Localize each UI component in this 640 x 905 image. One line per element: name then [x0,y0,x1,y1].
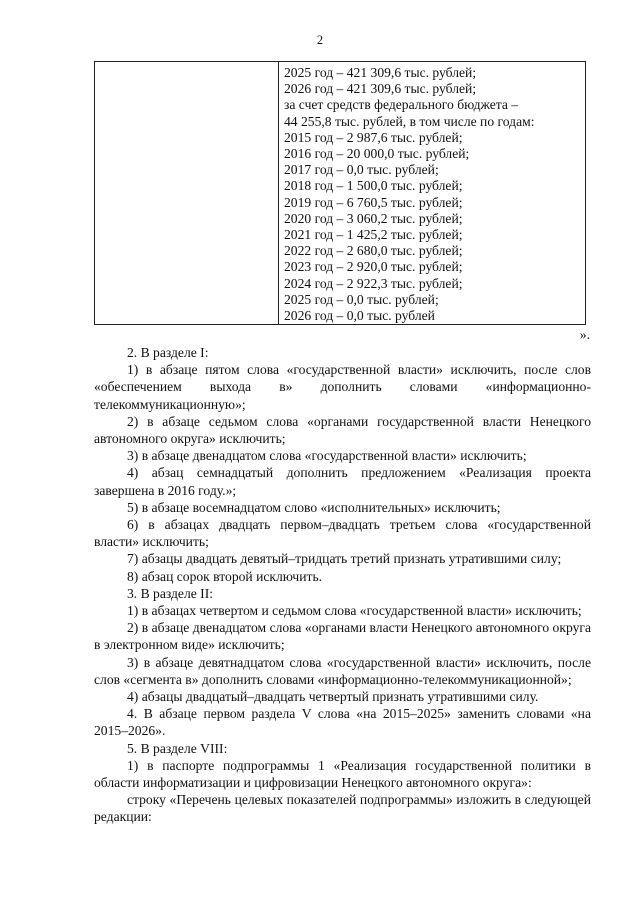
paragraph: 3) в абзаце двенадцатом слова «государственной власти» исключить; [127,448,527,464]
table-line: 2026 год – 0,0 тыс. рублей [284,308,435,324]
table-line: 2025 год – 0,0 тыс. рублей; [284,291,439,307]
paragraph: 2) в абзаце седьмом слова «органами государственной власти Ненецкого автономного округа» исключить; [94,413,591,447]
table-line: 2024 год – 2 922,3 тыс. рублей; [284,275,463,291]
paragraph: 8) абзац сорок второй исключить. [127,568,323,584]
table-line: 2026 год – 421 309,6 тыс. рублей; [284,81,477,97]
table-line: 2020 год – 3 060,2 тыс. рублей; [284,210,463,226]
page-number: 2 [316,33,324,47]
paragraph: 4) абзац семнадцатый дополнить предложением «Реализация проекта завершена в 2016 году.»; [94,465,591,498]
paragraph: 6) в абзацах двадцать первом–двадцать третьем слова «государственной власти» исключить; [94,517,591,550]
table-line: 2021 год – 1 425,2 тыс. рублей; [284,227,463,243]
table-line: 44 255,8 тыс. рублей, в том числе по годам: [284,113,535,129]
table-line: 2016 год – 20 000,0 тыс. рублей; [284,146,470,162]
paragraph: 2) в абзаце двенадцатом слова «органами власти Ненецкого автономного округа в электронном виде» исключить; [94,620,591,653]
section-heading: 5. В разделе VIII: [127,740,228,756]
table-line: 2019 год – 6 760,5 тыс. рублей; [284,194,463,210]
paragraph: 1) в паспорте подпрограммы 1 «Реализация государственной политики в области информатизации и цифровизации Ненецкого автономного округа»: [94,757,591,791]
closing-quote: ». [579,327,590,342]
table-line: 2023 год – 2 920,0 тыс. рублей; [284,259,463,275]
table-line: 2018 год – 1 500,0 тыс. рублей; [284,178,463,194]
budget-table [94,61,586,325]
paragraph: 4) абзацы двадцатый–двадцать четвертый признать утратившими силу. [127,689,539,705]
section-heading: 3. В разделе II: [127,585,214,601]
paragraph: 5) в абзаце восемнадцатом слово «исполнительных» исключить; [127,499,501,515]
paragraph: 3) в абзаце девятнадцатом слова «государственной власти» исключить, после слов «сегмента в» дополнить словами «информационно-телекоммуникационной»; [94,654,591,687]
table-line: за счет средств федерального бюджета – [284,97,519,113]
paragraph: 4. В абзаце первом раздела V слова «на 2015–2025» заменить словами «на 2015–2026». [94,706,591,739]
table-line: 2017 год – 0,0 тыс. рублей; [284,162,439,178]
table-right-cell [284,65,581,324]
paragraph: 7) абзацы двадцать девятый–тридцать третий признать утратившими силу; [127,551,562,567]
paragraph: 1) в абзаце пятом слова «государственной власти» исключить, после слов «обеспечением выхода в» дополнить словами «информационно-телекоммуникационную»; [94,362,591,412]
paragraph: строку «Перечень целевых показателей подпрограммы» изложить в следующей редакции: [94,792,591,825]
amendment-text [94,344,591,826]
table-line: 2015 год – 2 987,6 тыс. рублей; [284,129,463,145]
table-line: 2022 год – 2 680,0 тыс. рублей; [284,243,463,259]
table-column-divider [278,62,279,324]
table-line: 2025 год – 421 309,6 тыс. рублей; [284,65,477,80]
paragraph: 1) в абзацах четвертом и седьмом слова «государственной власти» исключить; [127,603,582,619]
section-heading: 2. В разделе I: [127,345,209,360]
